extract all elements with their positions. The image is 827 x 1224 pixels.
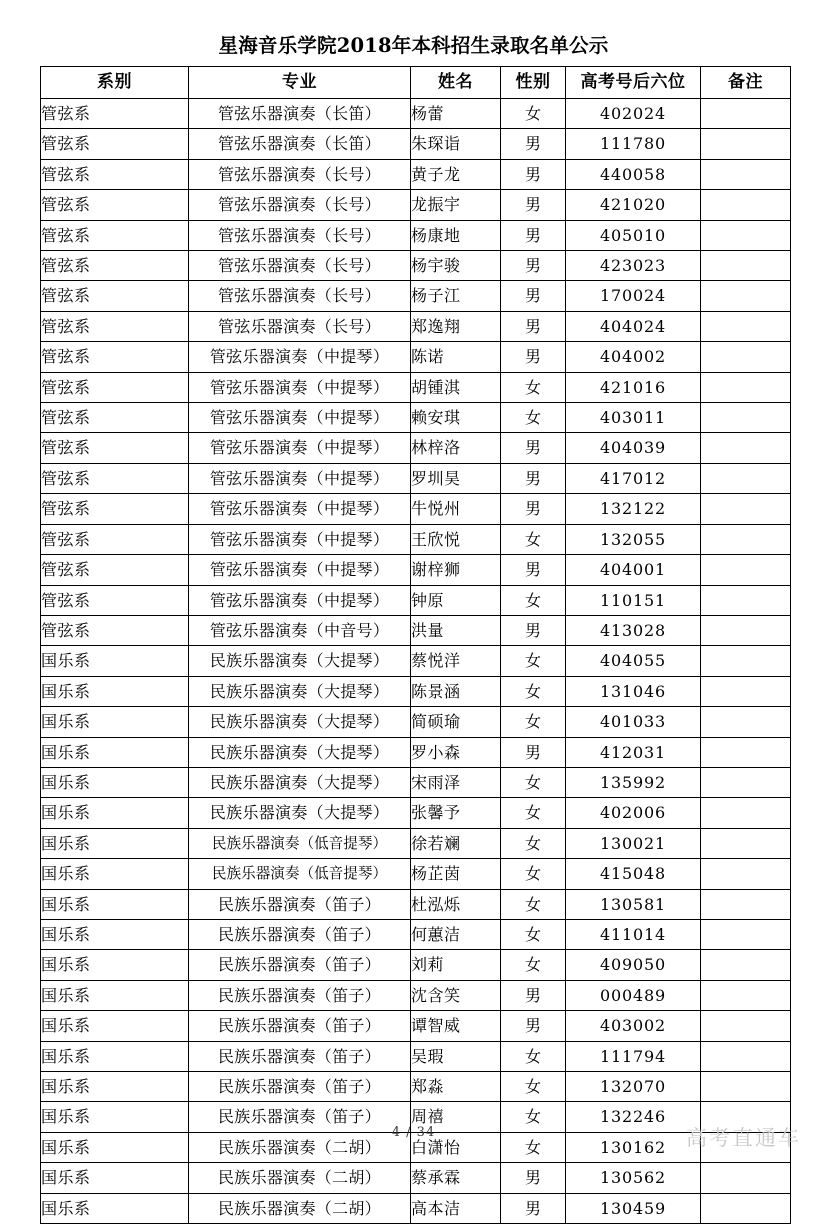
cell-name: 杨芷茵 [411,859,501,889]
cell-name: 罗小森 [411,737,501,767]
cell-exam: 110151 [566,585,701,615]
cell-exam: 404024 [566,311,701,341]
cell-remark [701,220,791,250]
cell-major: 民族乐器演奏（大提琴） [189,676,411,706]
cell-remark [701,585,791,615]
cell-major: 民族乐器演奏（大提琴） [189,707,411,737]
cell-name: 王欣悦 [411,524,501,554]
cell-major: 管弦乐器演奏（中提琴） [189,585,411,615]
cell-dept: 管弦系 [41,494,189,524]
cell-major: 民族乐器演奏（笛子） [189,1011,411,1041]
cell-remark [701,707,791,737]
cell-exam: 132055 [566,524,701,554]
cell-remark [701,1193,791,1223]
table-row [41,372,791,402]
cell-name: 谢梓狮 [411,555,501,585]
cell-major: 民族乐器演奏（笛子） [189,980,411,1010]
cell-remark [701,615,791,645]
table-row [41,828,791,858]
cell-gender: 女 [501,99,566,129]
cell-dept: 国乐系 [41,1072,189,1102]
table-row [41,767,791,797]
cell-dept: 国乐系 [41,676,189,706]
cell-dept: 管弦系 [41,463,189,493]
cell-exam: 132070 [566,1072,701,1102]
table-row [41,220,791,250]
table-row [41,1041,791,1071]
cell-remark [701,737,791,767]
cell-exam: 440058 [566,159,701,189]
cell-dept: 管弦系 [41,342,189,372]
cell-dept: 国乐系 [41,798,189,828]
cell-gender: 女 [501,585,566,615]
cell-name: 吴瑕 [411,1041,501,1071]
cell-dept: 国乐系 [41,1193,189,1223]
table-row [41,1193,791,1223]
cell-dept: 管弦系 [41,281,189,311]
cell-dept: 国乐系 [41,1011,189,1041]
cell-dept: 国乐系 [41,919,189,949]
table-row [41,889,791,919]
table-header-row [41,67,791,99]
cell-gender: 男 [501,615,566,645]
cell-exam: 404001 [566,555,701,585]
cell-gender: 男 [501,129,566,159]
table-row [41,798,791,828]
cell-remark [701,919,791,949]
table-row [41,737,791,767]
cell-exam: 132246 [566,1102,701,1132]
cell-name: 陈景涵 [411,676,501,706]
cell-name: 周禧 [411,1102,501,1132]
page-title: 星海音乐学院2018年本科招生录取名单公示 [218,34,609,57]
cell-dept: 管弦系 [41,99,189,129]
cell-gender: 男 [501,463,566,493]
cell-gender: 女 [501,859,566,889]
cell-remark [701,524,791,554]
cell-major: 管弦乐器演奏（长号） [189,190,411,220]
cell-name: 赖安琪 [411,403,501,433]
cell-major: 民族乐器演奏（大提琴） [189,646,411,676]
cell-exam: 404039 [566,433,701,463]
cell-gender: 男 [501,433,566,463]
cell-dept: 管弦系 [41,311,189,341]
cell-major: 民族乐器演奏（低音提琴） [189,828,411,858]
cell-major: 民族乐器演奏（大提琴） [189,767,411,797]
cell-dept: 国乐系 [41,737,189,767]
cell-exam: 130162 [566,1132,701,1162]
cell-major: 民族乐器演奏（二胡） [189,1132,411,1162]
cell-major: 民族乐器演奏（低音提琴） [189,859,411,889]
cell-exam: 405010 [566,220,701,250]
cell-dept: 管弦系 [41,403,189,433]
cell-remark [701,129,791,159]
cell-dept: 国乐系 [41,707,189,737]
cell-remark [701,646,791,676]
cell-dept: 国乐系 [41,1041,189,1071]
table-row [41,129,791,159]
cell-major: 民族乐器演奏（笛子） [189,889,411,919]
cell-name: 洪量 [411,615,501,645]
cell-major: 管弦乐器演奏（中提琴） [189,433,411,463]
cell-major: 管弦乐器演奏（中提琴） [189,342,411,372]
cell-exam: 130581 [566,889,701,919]
cell-gender: 男 [501,281,566,311]
cell-remark [701,859,791,889]
cell-remark [701,251,791,281]
table-row [41,646,791,676]
cell-dept: 管弦系 [41,159,189,189]
cell-exam: 111780 [566,129,701,159]
cell-gender: 女 [501,707,566,737]
cell-dept: 国乐系 [41,1163,189,1193]
cell-gender: 女 [501,919,566,949]
cell-dept: 国乐系 [41,1132,189,1162]
cell-name: 黄子龙 [411,159,501,189]
cell-remark [701,555,791,585]
cell-exam: 403011 [566,403,701,433]
cell-dept: 管弦系 [41,372,189,402]
cell-name: 杨子江 [411,281,501,311]
column-header-major: 专业 [189,67,411,99]
cell-dept: 管弦系 [41,615,189,645]
cell-major: 管弦乐器演奏（中提琴） [189,524,411,554]
cell-major: 管弦乐器演奏（中提琴） [189,403,411,433]
cell-name: 杜泓烁 [411,889,501,919]
cell-remark [701,463,791,493]
cell-gender: 男 [501,190,566,220]
cell-remark [701,433,791,463]
cell-exam: 000489 [566,980,701,1010]
cell-major: 管弦乐器演奏（长号） [189,251,411,281]
cell-major: 管弦乐器演奏（长号） [189,311,411,341]
cell-gender: 女 [501,676,566,706]
cell-gender: 男 [501,251,566,281]
cell-exam: 413028 [566,615,701,645]
cell-major: 管弦乐器演奏（长笛） [189,129,411,159]
cell-dept: 国乐系 [41,646,189,676]
cell-remark [701,159,791,189]
cell-name: 钟原 [411,585,501,615]
cell-remark [701,676,791,706]
cell-name: 杨康地 [411,220,501,250]
cell-gender: 女 [501,798,566,828]
table-row [41,463,791,493]
cell-exam: 135992 [566,767,701,797]
cell-remark [701,798,791,828]
cell-exam: 401033 [566,707,701,737]
cell-major: 民族乐器演奏（二胡） [189,1193,411,1223]
cell-exam: 403002 [566,1011,701,1041]
cell-major: 民族乐器演奏（笛子） [189,1041,411,1071]
cell-exam: 412031 [566,737,701,767]
cell-gender: 男 [501,159,566,189]
cell-exam: 402024 [566,99,701,129]
cell-gender: 男 [501,1011,566,1041]
cell-dept: 国乐系 [41,950,189,980]
cell-dept: 管弦系 [41,129,189,159]
cell-gender: 男 [501,494,566,524]
cell-major: 民族乐器演奏（大提琴） [189,798,411,828]
cell-major: 民族乐器演奏（大提琴） [189,737,411,767]
cell-gender: 女 [501,1041,566,1071]
cell-exam: 404055 [566,646,701,676]
cell-name: 杨蕾 [411,99,501,129]
table-row [41,1163,791,1193]
cell-remark [701,403,791,433]
cell-name: 郑逸翔 [411,311,501,341]
cell-remark [701,342,791,372]
cell-exam: 421016 [566,372,701,402]
cell-exam: 130562 [566,1163,701,1193]
cell-name: 蔡承霖 [411,1163,501,1193]
cell-exam: 411014 [566,919,701,949]
table-row [41,585,791,615]
cell-gender: 女 [501,372,566,402]
cell-exam: 111794 [566,1041,701,1071]
cell-name: 简硕瑜 [411,707,501,737]
table-row [41,159,791,189]
cell-gender: 女 [501,1132,566,1162]
cell-gender: 女 [501,828,566,858]
cell-gender: 男 [501,1193,566,1223]
table-row [41,615,791,645]
table-row [41,707,791,737]
cell-remark [701,1163,791,1193]
cell-exam: 131046 [566,676,701,706]
cell-exam: 130459 [566,1193,701,1223]
table-row [41,342,791,372]
table-row [41,524,791,554]
cell-major: 管弦乐器演奏（长号） [189,159,411,189]
cell-gender: 男 [501,980,566,1010]
cell-major: 民族乐器演奏（笛子） [189,919,411,949]
table-row [41,950,791,980]
cell-gender: 女 [501,1072,566,1102]
cell-name: 刘莉 [411,950,501,980]
table-row [41,555,791,585]
cell-exam: 417012 [566,463,701,493]
cell-name: 蔡悦洋 [411,646,501,676]
table-row [41,676,791,706]
cell-name: 谭智威 [411,1011,501,1041]
cell-major: 管弦乐器演奏（中音号） [189,615,411,645]
table-row [41,99,791,129]
cell-dept: 国乐系 [41,859,189,889]
cell-remark [701,372,791,402]
cell-remark [701,311,791,341]
cell-major: 民族乐器演奏（二胡） [189,1163,411,1193]
table-body [41,99,791,1224]
cell-name: 胡锺淇 [411,372,501,402]
table-row [41,251,791,281]
cell-dept: 国乐系 [41,889,189,919]
cell-name: 白潇怡 [411,1132,501,1162]
table-row [41,980,791,1010]
column-header-gender: 性别 [501,67,566,99]
cell-name: 高本洁 [411,1193,501,1223]
cell-major: 管弦乐器演奏（长笛） [189,99,411,129]
column-header-exam: 高考号后六位 [566,67,701,99]
cell-exam: 132122 [566,494,701,524]
cell-dept: 管弦系 [41,220,189,250]
cell-dept: 管弦系 [41,433,189,463]
cell-exam: 404002 [566,342,701,372]
cell-remark [701,980,791,1010]
cell-major: 管弦乐器演奏（长号） [189,220,411,250]
page-number: 4 / 34 [391,1125,436,1140]
cell-exam: 415048 [566,859,701,889]
cell-exam: 423023 [566,251,701,281]
cell-name: 朱琛诣 [411,129,501,159]
column-header-dept: 系别 [41,67,189,99]
cell-major: 管弦乐器演奏（中提琴） [189,494,411,524]
table-row [41,919,791,949]
cell-remark [701,1041,791,1071]
table-row [41,433,791,463]
cell-gender: 女 [501,524,566,554]
cell-dept: 管弦系 [41,555,189,585]
table-row [41,494,791,524]
cell-major: 民族乐器演奏（笛子） [189,1072,411,1102]
table-row [41,1072,791,1102]
cell-dept: 管弦系 [41,524,189,554]
cell-exam: 170024 [566,281,701,311]
cell-remark [701,494,791,524]
cell-gender: 女 [501,403,566,433]
cell-gender: 男 [501,737,566,767]
cell-name: 郑淼 [411,1072,501,1102]
cell-major: 管弦乐器演奏（中提琴） [189,372,411,402]
cell-dept: 国乐系 [41,828,189,858]
cell-major: 管弦乐器演奏（长号） [189,281,411,311]
cell-gender: 男 [501,311,566,341]
table-row [41,281,791,311]
cell-exam: 130021 [566,828,701,858]
cell-name: 宋雨泽 [411,767,501,797]
cell-gender: 男 [501,342,566,372]
cell-gender: 女 [501,646,566,676]
cell-remark [701,281,791,311]
cell-exam: 409050 [566,950,701,980]
cell-remark [701,828,791,858]
cell-name: 罗圳昊 [411,463,501,493]
table-header [41,67,791,99]
cell-dept: 国乐系 [41,980,189,1010]
cell-major: 管弦乐器演奏（中提琴） [189,555,411,585]
cell-dept: 管弦系 [41,251,189,281]
column-header-remark: 备注 [701,67,791,99]
cell-remark [701,190,791,220]
cell-dept: 管弦系 [41,585,189,615]
cell-name: 林梓洛 [411,433,501,463]
cell-dept: 国乐系 [41,1102,189,1132]
table-row [41,1011,791,1041]
cell-gender: 男 [501,1163,566,1193]
cell-major: 管弦乐器演奏（中提琴） [189,463,411,493]
cell-name: 张馨予 [411,798,501,828]
cell-major: 民族乐器演奏（笛子） [189,950,411,980]
cell-dept: 国乐系 [41,767,189,797]
watermark: 高考直通车 [686,1126,801,1150]
cell-remark [701,1072,791,1102]
cell-remark [701,950,791,980]
cell-name: 龙振宇 [411,190,501,220]
cell-gender: 女 [501,889,566,919]
cell-gender: 女 [501,950,566,980]
cell-remark [701,1011,791,1041]
cell-gender: 女 [501,1102,566,1132]
column-header-name: 姓名 [411,67,501,99]
cell-gender: 男 [501,555,566,585]
cell-remark [701,767,791,797]
cell-name: 杨宇骏 [411,251,501,281]
cell-gender: 女 [501,767,566,797]
cell-remark [701,99,791,129]
cell-name: 牛悦州 [411,494,501,524]
table-row [41,859,791,889]
cell-exam: 421020 [566,190,701,220]
cell-gender: 男 [501,220,566,250]
cell-exam: 402006 [566,798,701,828]
table-row [41,311,791,341]
cell-major: 民族乐器演奏（笛子） [189,1102,411,1132]
cell-name: 沈含笑 [411,980,501,1010]
table-row [41,190,791,220]
cell-dept: 管弦系 [41,190,189,220]
admission-roster-table [40,66,791,1224]
table-row [41,403,791,433]
cell-name: 何蕙洁 [411,919,501,949]
cell-name: 陈诺 [411,342,501,372]
cell-name: 徐若斓 [411,828,501,858]
cell-remark [701,889,791,919]
